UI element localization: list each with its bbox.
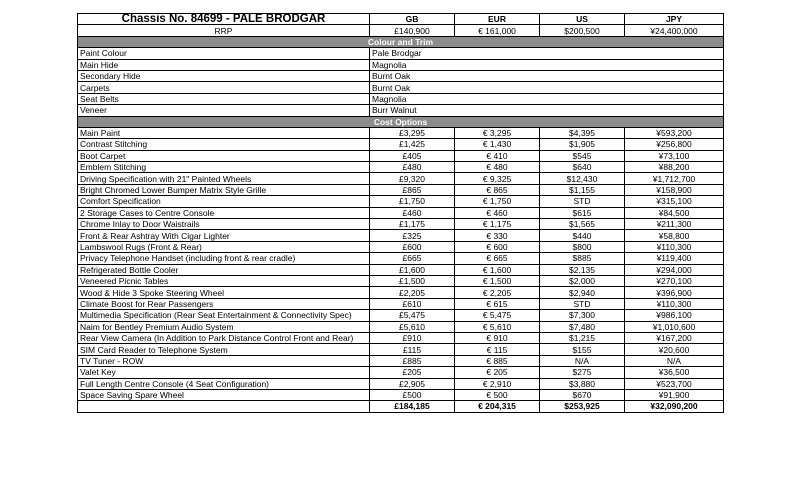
trim-value: Pale Brodgar — [370, 48, 724, 59]
option-price-gb: £405 — [370, 150, 455, 161]
option-row — [78, 219, 724, 230]
option-price-eur: € 2,205 — [455, 287, 540, 298]
option-row — [78, 139, 724, 150]
trim-value: Burnt Oak — [370, 82, 724, 93]
option-price-eur: € 460 — [455, 207, 540, 218]
option-price-jpy: ¥270,100 — [625, 275, 724, 286]
total-gb: £184,185 — [370, 401, 455, 412]
option-price-eur: € 1,430 — [455, 139, 540, 150]
option-price-gb: £9,320 — [370, 173, 455, 184]
option-row — [78, 196, 724, 207]
option-price-gb: £3,295 — [370, 127, 455, 138]
option-label: Emblem Stitching — [78, 162, 370, 173]
option-price-gb: £885 — [370, 355, 455, 366]
totals-spacer — [78, 401, 370, 412]
option-label: Lambswool Rugs (Front & Rear) — [78, 241, 370, 252]
option-price-jpy: ¥167,200 — [625, 332, 724, 343]
rrp-row — [78, 25, 724, 36]
option-price-eur: € 115 — [455, 344, 540, 355]
option-label: Comfort Specification — [78, 196, 370, 207]
trim-row — [78, 59, 724, 70]
option-label: SIM Card Reader to Telephone System — [78, 344, 370, 355]
option-price-eur: € 665 — [455, 253, 540, 264]
cost-options-heading-row — [78, 116, 724, 127]
option-row — [78, 173, 724, 184]
option-price-us: $12,430 — [540, 173, 625, 184]
option-price-us: $1,565 — [540, 219, 625, 230]
totals-row — [78, 401, 724, 412]
option-price-us: $155 — [540, 344, 625, 355]
option-price-jpy: ¥158,900 — [625, 184, 724, 195]
option-label: Veneered Picnic Tables — [78, 275, 370, 286]
option-price-jpy: ¥110,300 — [625, 298, 724, 309]
option-label: Contrast Stitching — [78, 139, 370, 150]
option-row — [78, 321, 724, 332]
rrp-jpy: ¥24,400,000 — [625, 25, 724, 36]
option-row — [78, 367, 724, 378]
option-label: Driving Specification with 21" Painted Wheels — [78, 173, 370, 184]
option-price-us: $2,940 — [540, 287, 625, 298]
option-price-us: $615 — [540, 207, 625, 218]
option-label: Chrome Inlay to Door Waistrails — [78, 219, 370, 230]
trim-label: Carpets — [78, 82, 370, 93]
option-price-jpy: ¥20,600 — [625, 344, 724, 355]
option-label: Rear View Camera (In Addition to Park Distance Control Front and Rear) — [78, 332, 370, 343]
option-price-eur: € 615 — [455, 298, 540, 309]
option-price-us: $545 — [540, 150, 625, 161]
trim-label: Seat Belts — [78, 93, 370, 104]
option-price-us: $7,480 — [540, 321, 625, 332]
option-price-jpy: ¥110,300 — [625, 241, 724, 252]
option-price-us: $1,155 — [540, 184, 625, 195]
option-price-eur: € 865 — [455, 184, 540, 195]
currency-eur: EUR — [455, 14, 540, 25]
option-label: Climate Boost for Rear Passengers — [78, 298, 370, 309]
price-sheet-table — [77, 13, 724, 413]
option-row — [78, 184, 724, 195]
option-price-gb: £665 — [370, 253, 455, 264]
option-price-us: STD — [540, 298, 625, 309]
option-price-eur: € 500 — [455, 389, 540, 400]
option-price-us: $640 — [540, 162, 625, 173]
option-row — [78, 162, 724, 173]
trim-row — [78, 82, 724, 93]
option-price-gb: £5,610 — [370, 321, 455, 332]
header-row — [78, 14, 724, 25]
option-price-gb: £460 — [370, 207, 455, 218]
option-price-eur: € 5,610 — [455, 321, 540, 332]
trim-row — [78, 70, 724, 81]
trim-label: Veneer — [78, 105, 370, 116]
option-label: Privacy Telephone Handset (including front & rear cradle) — [78, 253, 370, 264]
option-label: Main Paint — [78, 127, 370, 138]
option-price-eur: € 3,295 — [455, 127, 540, 138]
option-row — [78, 127, 724, 138]
trim-value: Magnolia — [370, 59, 724, 70]
option-row — [78, 298, 724, 309]
option-row — [78, 344, 724, 355]
option-price-gb: £480 — [370, 162, 455, 173]
colour-trim-heading-row — [78, 36, 724, 47]
trim-row — [78, 93, 724, 104]
option-price-us: $3,880 — [540, 378, 625, 389]
option-price-us: $1,905 — [540, 139, 625, 150]
option-row — [78, 389, 724, 400]
trim-label: Paint Colour — [78, 48, 370, 59]
option-price-gb: £610 — [370, 298, 455, 309]
option-price-eur: € 330 — [455, 230, 540, 241]
option-price-eur: € 1,500 — [455, 275, 540, 286]
option-label: Wood & Hide 3 Spoke Steering Wheel — [78, 287, 370, 298]
option-row — [78, 378, 724, 389]
option-price-us: $670 — [540, 389, 625, 400]
chassis-title: Chassis No. 84699 - PALE BRODGAR — [78, 14, 370, 25]
option-price-jpy: ¥36,500 — [625, 367, 724, 378]
option-label: Front & Rear Ashtray With Cigar Lighter — [78, 230, 370, 241]
option-price-jpy: ¥1,712,700 — [625, 173, 724, 184]
option-price-eur: € 1,750 — [455, 196, 540, 207]
option-price-gb: £1,750 — [370, 196, 455, 207]
option-price-us: $885 — [540, 253, 625, 264]
option-price-jpy: ¥593,200 — [625, 127, 724, 138]
cost-options-heading: Cost Options — [78, 116, 724, 127]
option-row — [78, 230, 724, 241]
rrp-label: RRP — [78, 25, 370, 36]
option-price-us: $440 — [540, 230, 625, 241]
option-price-gb: £1,175 — [370, 219, 455, 230]
option-label: Multimedia Specification (Rear Seat Entertainment & Connectivity Spec) — [78, 310, 370, 321]
currency-jpy: JPY — [625, 14, 724, 25]
option-price-jpy: ¥211,300 — [625, 219, 724, 230]
option-price-us: $7,300 — [540, 310, 625, 321]
option-price-gb: £1,600 — [370, 264, 455, 275]
option-price-jpy: ¥986,100 — [625, 310, 724, 321]
option-row — [78, 253, 724, 264]
option-price-jpy: ¥294,000 — [625, 264, 724, 275]
option-price-gb: £910 — [370, 332, 455, 343]
option-label: Space Saving Spare Wheel — [78, 389, 370, 400]
rrp-us: $200,500 — [540, 25, 625, 36]
trim-label: Secondary Hide — [78, 70, 370, 81]
option-price-us: $2,135 — [540, 264, 625, 275]
option-label: Naim for Bentley Premium Audio System — [78, 321, 370, 332]
option-price-us: $1,215 — [540, 332, 625, 343]
currency-us: US — [540, 14, 625, 25]
currency-gb: GB — [370, 14, 455, 25]
option-label: Refrigerated Bottle Cooler — [78, 264, 370, 275]
option-price-eur: € 205 — [455, 367, 540, 378]
option-price-gb: £1,425 — [370, 139, 455, 150]
option-price-gb: £1,500 — [370, 275, 455, 286]
option-price-us: N/A — [540, 355, 625, 366]
option-row — [78, 355, 724, 366]
option-label: TV Tuner - ROW — [78, 355, 370, 366]
trim-value: Burnt Oak — [370, 70, 724, 81]
option-price-eur: € 410 — [455, 150, 540, 161]
option-row — [78, 150, 724, 161]
option-row — [78, 207, 724, 218]
option-price-us: $4,395 — [540, 127, 625, 138]
option-price-jpy: ¥396,900 — [625, 287, 724, 298]
option-price-gb: £600 — [370, 241, 455, 252]
rrp-gb: £140,900 — [370, 25, 455, 36]
trim-row — [78, 105, 724, 116]
option-price-jpy: ¥523,700 — [625, 378, 724, 389]
option-price-gb: £2,905 — [370, 378, 455, 389]
option-price-us: $2,000 — [540, 275, 625, 286]
option-price-gb: £5,475 — [370, 310, 455, 321]
option-row — [78, 310, 724, 321]
total-us: $253,925 — [540, 401, 625, 412]
option-price-gb: £500 — [370, 389, 455, 400]
option-row — [78, 264, 724, 275]
option-price-eur: € 885 — [455, 355, 540, 366]
option-price-gb: £205 — [370, 367, 455, 378]
option-price-eur: € 9,325 — [455, 173, 540, 184]
option-price-jpy: ¥58,800 — [625, 230, 724, 241]
option-label: 2 Storage Cases to Centre Console — [78, 207, 370, 218]
option-label: Bright Chromed Lower Bumper Matrix Style Grille — [78, 184, 370, 195]
option-price-us: $275 — [540, 367, 625, 378]
total-eur: € 204,315 — [455, 401, 540, 412]
option-price-jpy: ¥73,100 — [625, 150, 724, 161]
option-price-jpy: ¥119,400 — [625, 253, 724, 264]
option-price-eur: € 910 — [455, 332, 540, 343]
option-price-gb: £325 — [370, 230, 455, 241]
option-row — [78, 332, 724, 343]
trim-row — [78, 48, 724, 59]
option-price-eur: € 2,910 — [455, 378, 540, 389]
option-price-jpy: ¥88,200 — [625, 162, 724, 173]
total-jpy: ¥32,090,200 — [625, 401, 724, 412]
option-price-eur: € 1,600 — [455, 264, 540, 275]
option-price-jpy: ¥84,500 — [625, 207, 724, 218]
option-price-eur: € 600 — [455, 241, 540, 252]
option-price-jpy: ¥91,900 — [625, 389, 724, 400]
option-price-eur: € 1,175 — [455, 219, 540, 230]
option-row — [78, 275, 724, 286]
option-row — [78, 241, 724, 252]
trim-value: Burr Walnut — [370, 105, 724, 116]
option-price-us: STD — [540, 196, 625, 207]
trim-value: Magnolia — [370, 93, 724, 104]
option-price-gb: £865 — [370, 184, 455, 195]
option-price-jpy: ¥1,010,600 — [625, 321, 724, 332]
option-price-eur: € 5,475 — [455, 310, 540, 321]
option-label: Valet Key — [78, 367, 370, 378]
option-price-jpy: ¥256,800 — [625, 139, 724, 150]
option-price-us: $800 — [540, 241, 625, 252]
option-price-gb: £115 — [370, 344, 455, 355]
option-label: Boot Carpet — [78, 150, 370, 161]
option-price-eur: € 480 — [455, 162, 540, 173]
option-price-jpy: ¥315,100 — [625, 196, 724, 207]
option-price-gb: £2,205 — [370, 287, 455, 298]
rrp-eur: € 161,000 — [455, 25, 540, 36]
trim-label: Main Hide — [78, 59, 370, 70]
option-row — [78, 287, 724, 298]
option-label: Full Length Centre Console (4 Seat Configuration) — [78, 378, 370, 389]
option-price-jpy: N/A — [625, 355, 724, 366]
colour-trim-heading: Colour and Trim — [78, 36, 724, 47]
